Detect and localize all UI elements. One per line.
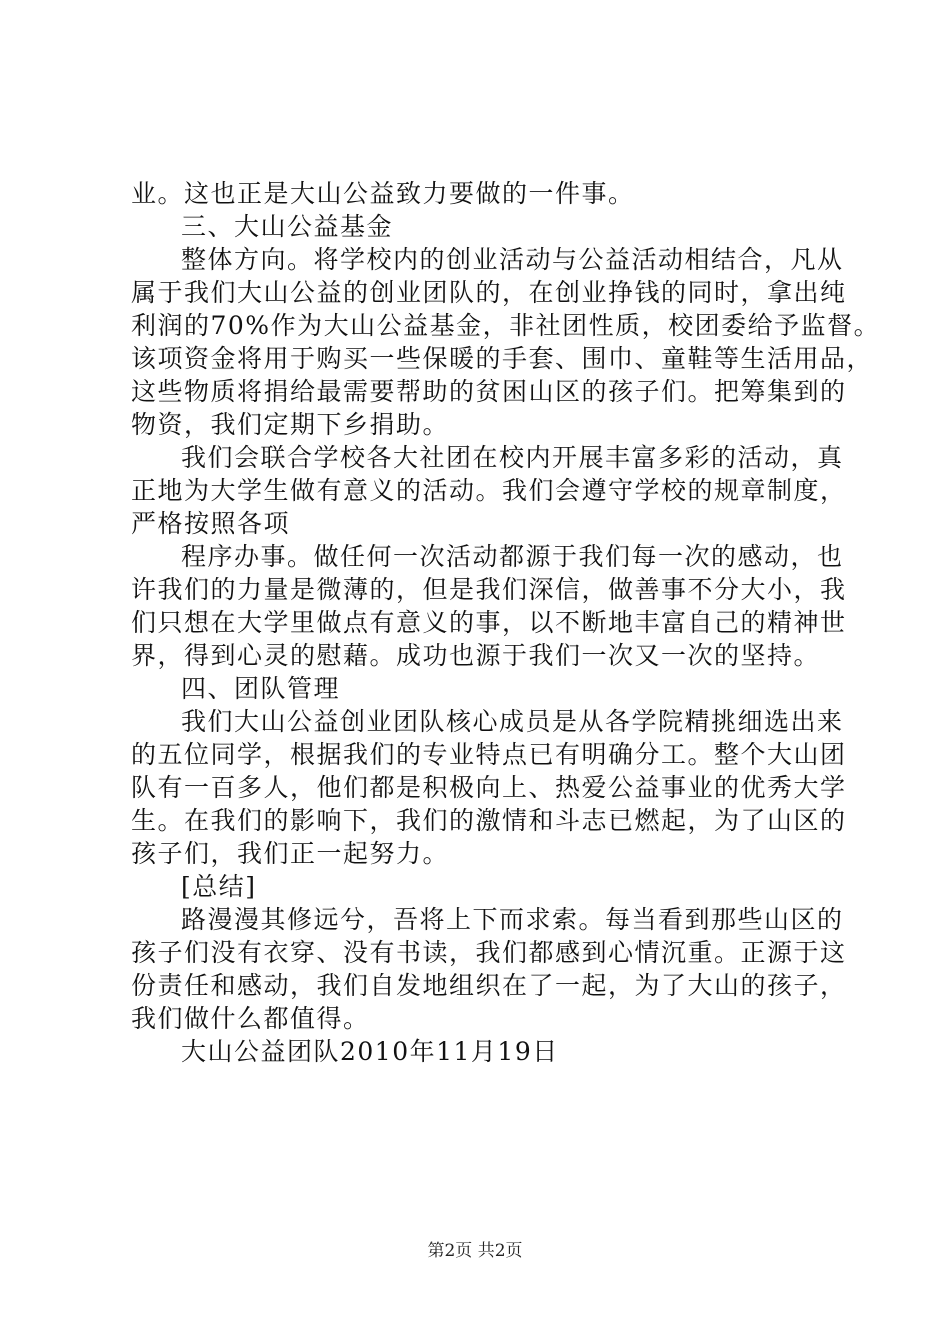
signature-line: 大山公益团队2010年11月19日 xyxy=(181,1037,559,1066)
text-line: 该项资金将用于购买一些保暖的手套、围巾、童鞋等生活用品， xyxy=(131,344,874,373)
text-line: 孩子们，我们正一起努力。 xyxy=(131,839,450,868)
text-line: 们只想在大学里做点有意义的事，以不断地丰富自己的精神世 xyxy=(131,608,847,637)
text-line: 我们会联合学校各大社团在校内开展丰富多彩的活动，真 xyxy=(181,443,844,472)
text-line: 孩子们没有衣穿、没有书读，我们都感到心情沉重。正源于这 xyxy=(131,938,847,967)
text-line: 严格按照各项 xyxy=(131,509,291,538)
text-line: 许我们的力量是微薄的，但是我们深信，做善事不分大小，我 xyxy=(131,575,847,604)
text-line: 正地为大学生做有意义的活动。我们会遵守学校的规章制度， xyxy=(131,476,847,505)
text-line: 我们大山公益创业团队核心成员是从各学院精挑细选出来 xyxy=(181,707,844,736)
text-line: 整体方向。将学校内的创业活动与公益活动相结合，凡从 xyxy=(181,245,844,274)
text-line: 属于我们大山公益的创业团队的，在创业挣钱的同时，拿出纯 xyxy=(131,278,847,307)
text-line: 业。这也正是大山公益致力要做的一件事。 xyxy=(131,179,635,208)
text-line: 生。在我们的影响下，我们的激情和斗志已燃起，为了山区的 xyxy=(131,806,847,835)
text-line: 界，得到心灵的慰藉。成功也源于我们一次又一次的坚持。 xyxy=(131,641,821,670)
text-line: 的五位同学，根据我们的专业特点已有明确分工。整个大山团 xyxy=(131,740,847,769)
text-line: 物资，我们定期下乡捐助。 xyxy=(131,410,450,439)
text-line: 我们做什么都值得。 xyxy=(131,1004,370,1033)
text-line: 程序办事。做任何一次活动都源于我们每一次的感动，也 xyxy=(181,542,844,571)
section-heading: 三、大山公益基金 xyxy=(181,212,394,241)
section-heading: 四、团队管理 xyxy=(181,674,341,703)
text-line: 队有一百多人，他们都是积极向上、热爱公益事业的优秀大学 xyxy=(131,773,847,802)
section-heading: [总结] xyxy=(181,872,257,901)
text-line: 利润的70%作为大山公益基金，非社团性质，校团委给予监督。 xyxy=(131,311,881,340)
page-number: 第2页 xyxy=(427,1241,473,1261)
page-total: 共2页 xyxy=(477,1241,523,1261)
page-footer xyxy=(0,1240,950,1262)
text-line: 路漫漫其修远兮，吾将上下而求索。每当看到那些山区的 xyxy=(181,905,844,934)
text-line: 份责任和感动，我们自发地组织在了一起，为了大山的孩子， xyxy=(131,971,847,1000)
text-line: 这些物质将捐给最需要帮助的贫困山区的孩子们。把筹集到的 xyxy=(131,377,847,406)
